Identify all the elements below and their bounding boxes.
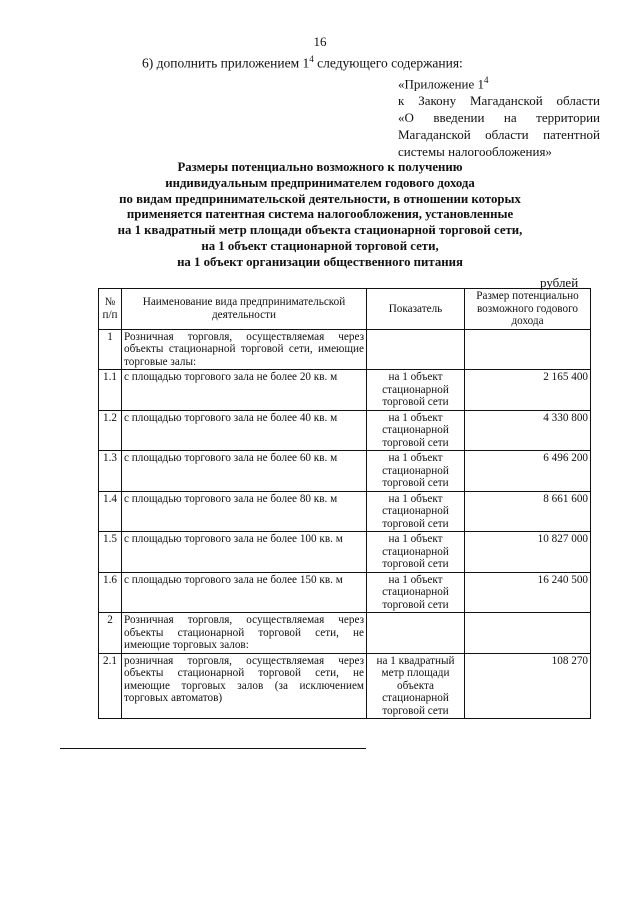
- row-num: 1.3: [99, 451, 122, 492]
- annex-line-4: Магаданской области патентной: [398, 127, 600, 143]
- table-row: [99, 532, 591, 573]
- row-indicator: на 1 объект стационарной торговой сети: [367, 410, 465, 451]
- row-indicator: [367, 613, 465, 654]
- row-indicator: на 1 квадратный метр площади объекта стационарной торговой сети: [367, 653, 465, 719]
- title-line-1: Размеры потенциально возможного к получению: [177, 160, 463, 174]
- row-name: Розничная торговля, осуществляемая через объекты стационарной торговой сети, имеющие торговые залы:: [122, 329, 367, 370]
- header-name: Наименование вида предпринимательской деятельности: [122, 289, 367, 330]
- annex-line-2: к Закону Магаданской области: [398, 93, 600, 109]
- row-value: 108 270: [465, 653, 591, 719]
- row-name: с площадью торгового зала не более 150 кв. м: [122, 572, 367, 613]
- header-indicator: Показатель: [367, 289, 465, 330]
- title-line-4: применяется патентная система налогообложения, установленные: [126, 207, 514, 222]
- row-name: с площадью торгового зала не более 40 кв. м: [122, 410, 367, 451]
- row-num: 1.2: [99, 410, 122, 451]
- row-value: 16 240 500: [465, 572, 591, 613]
- row-num: 2: [99, 613, 122, 654]
- row-indicator: на 1 объект стационарной торговой сети: [367, 451, 465, 492]
- title-line-2: индивидуальным предпринимателем годового дохода: [165, 175, 475, 190]
- row-name: розничная торговля, осуществляемая через объекты стационарной торговой сети, не имеющие торговых залов (за исключением торговых автоматов): [122, 653, 367, 719]
- page-number: 16: [313, 34, 327, 49]
- table-row: [99, 491, 591, 532]
- intro-text: 6) дополнить приложением 1: [142, 55, 310, 71]
- row-indicator: [367, 329, 465, 370]
- header-num: № п/п: [99, 289, 122, 330]
- table-row: [99, 613, 591, 654]
- intro-tail: следующего содержания:: [313, 55, 463, 71]
- row-name: с площадью торгового зала не более 60 кв. м: [122, 451, 367, 492]
- row-name: с площадью торгового зала не более 20 кв. м: [122, 370, 367, 411]
- row-value: 4 330 800: [465, 410, 591, 451]
- title-line-5: на 1 квадратный метр площади объекта стационарной торговой сети,: [117, 223, 523, 238]
- annex-line-1-superscript: 4: [484, 75, 489, 85]
- document-title: [100, 160, 540, 271]
- row-num: 1.6: [99, 572, 122, 613]
- intro-superscript: 4: [309, 54, 314, 64]
- row-num: 1: [99, 329, 122, 370]
- annex-reference: [398, 72, 600, 160]
- intro-line: [142, 54, 463, 72]
- row-value: 6 496 200: [465, 451, 591, 492]
- row-name: с площадью торгового зала не более 80 кв. м: [122, 491, 367, 532]
- header-income: Размер потенциально возможного годового дохода: [465, 289, 591, 330]
- row-value: 10 827 000: [465, 532, 591, 573]
- title-line-3: по видам предпринимательской деятельности, в отношении которых: [119, 191, 521, 206]
- row-value: 2 165 400: [465, 370, 591, 411]
- table-header-row: [99, 289, 591, 330]
- title-line-6: на 1 объект стационарной торговой сети,: [201, 238, 439, 253]
- row-name: с площадью торгового зала не более 100 кв. м: [122, 532, 367, 573]
- row-value: 8 661 600: [465, 491, 591, 532]
- row-num: 2.1: [99, 653, 122, 719]
- table-row: [99, 329, 591, 370]
- row-name: Розничная торговля, осуществляемая через объекты стационарной торговой сети, не имеющие торговых залов:: [122, 613, 367, 654]
- annex-line-1-text: «Приложение 1: [398, 76, 485, 92]
- annex-line-1: [398, 72, 600, 92]
- footnote-divider: [60, 748, 366, 749]
- table-row: [99, 572, 591, 613]
- table-row: [99, 370, 591, 411]
- table-row: [99, 410, 591, 451]
- table-row: [99, 451, 591, 492]
- title-line-7: на 1 объект организации общественного питания: [177, 254, 463, 269]
- row-num: 1.5: [99, 532, 122, 573]
- row-indicator: на 1 объект стационарной торговой сети: [367, 572, 465, 613]
- row-num: 1.4: [99, 491, 122, 532]
- currency-unit: рублей: [540, 275, 579, 290]
- row-indicator: на 1 объект стационарной торговой сети: [367, 491, 465, 532]
- row-value: [465, 329, 591, 370]
- annex-line-3: «О введении на территории: [398, 110, 600, 126]
- row-value: [465, 613, 591, 654]
- row-indicator: на 1 объект стационарной торговой сети: [367, 370, 465, 411]
- annex-line-5: системы налогообложения»: [398, 144, 552, 160]
- table-row: [99, 653, 591, 719]
- row-num: 1.1: [99, 370, 122, 411]
- row-indicator: на 1 объект стационарной торговой сети: [367, 532, 465, 573]
- income-table: [98, 288, 591, 719]
